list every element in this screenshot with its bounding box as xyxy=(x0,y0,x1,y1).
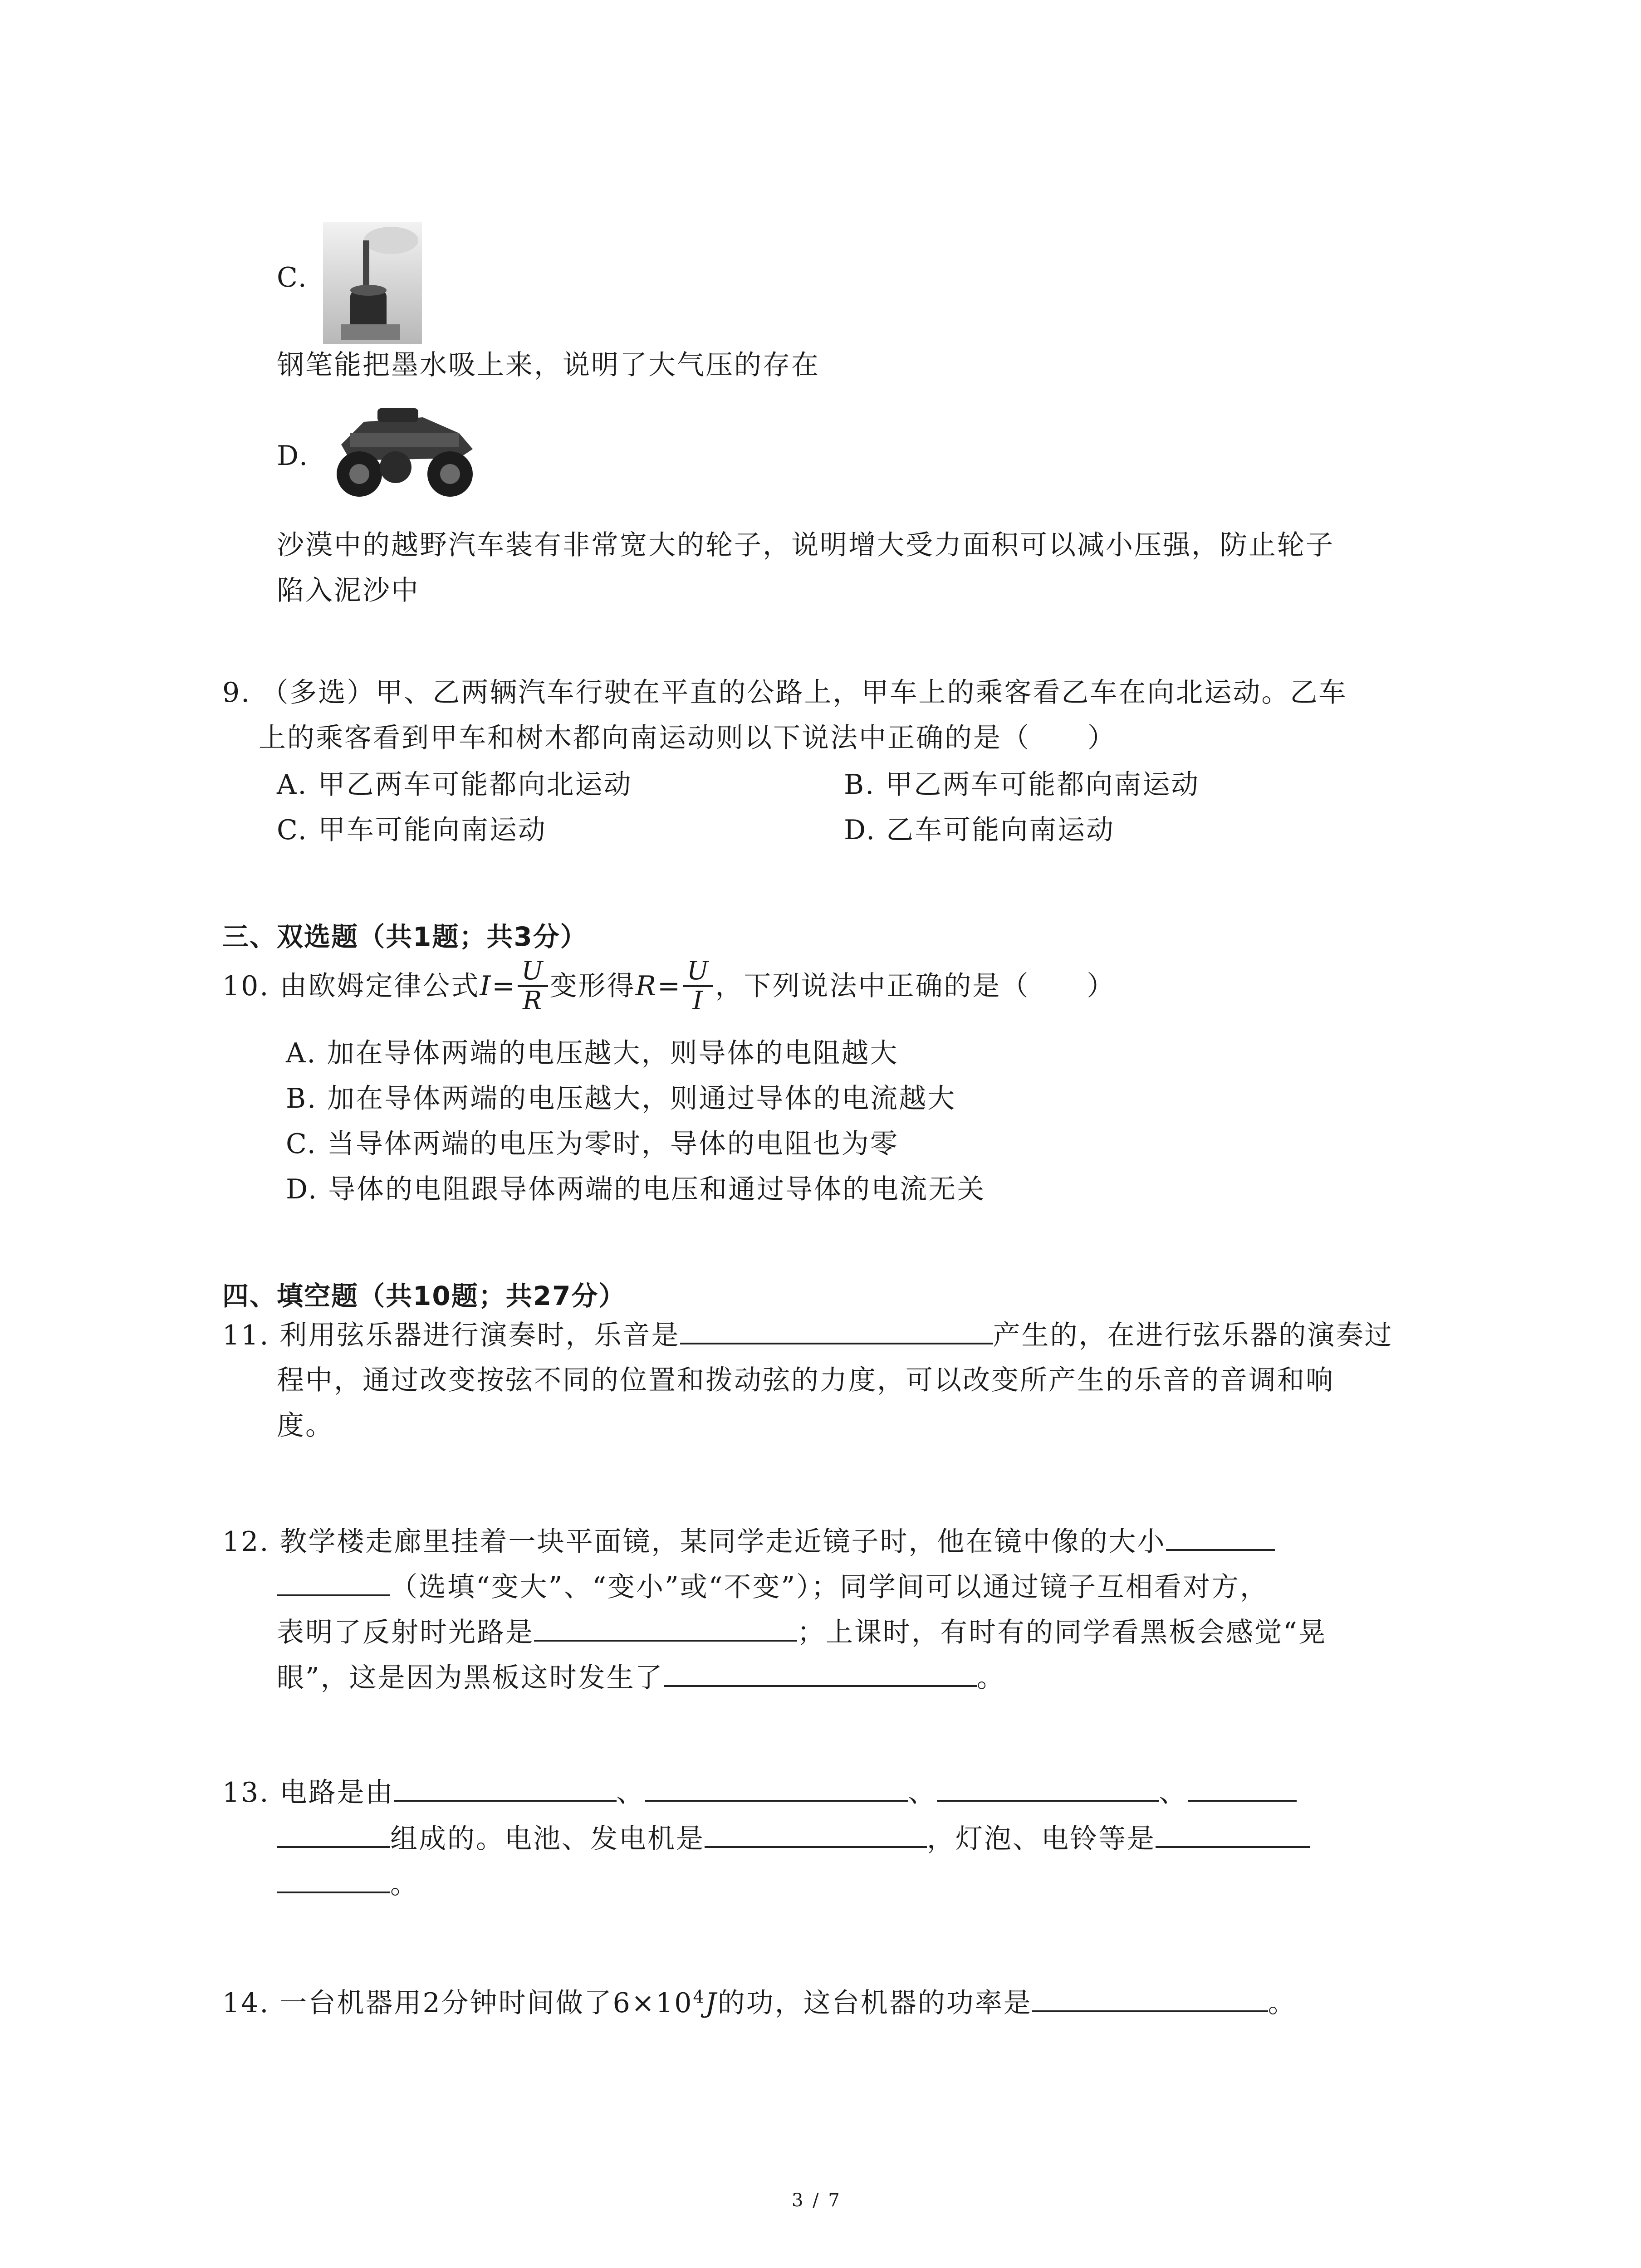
q12-blank-2[interactable] xyxy=(534,1613,797,1642)
q8-option-d-text-1: 沙漠中的越野汽车装有非常宽大的轮子，说明增大受力面积可以减小压强，防止轮子 xyxy=(277,529,1334,561)
q8-option-c-label: C. xyxy=(277,262,308,293)
q12-blank-1b[interactable] xyxy=(277,1567,390,1596)
q9-option-c: C. 甲车可能向南运动 xyxy=(277,814,547,846)
q10-stem xyxy=(222,957,1115,1015)
q13-blank-3[interactable] xyxy=(937,1773,1159,1802)
q13-text-1: 13. 电路是由 xyxy=(222,1777,394,1809)
q10-suffix: ，下列说法中正确的是（ ） xyxy=(715,970,1116,1002)
q13-line-3 xyxy=(277,1864,419,1902)
q10-fraction-u-over-i xyxy=(683,957,713,1015)
page-number: 3 / 7 xyxy=(792,2190,842,2211)
pen-ink-image xyxy=(323,222,422,344)
q12-line-1 xyxy=(222,1522,1275,1560)
q13-blank-5[interactable] xyxy=(705,1819,927,1848)
q13-text-3: 。 xyxy=(390,1868,419,1900)
fraction-numerator: U xyxy=(518,957,548,987)
q9-option-b: B. 甲乙两车可能都向南运动 xyxy=(844,769,1200,801)
q11-text-a: 11. 利用弦乐器进行演奏时，乐音是 xyxy=(222,1320,680,1351)
q14-line xyxy=(222,1979,1297,2021)
q9-option-a: A. 甲乙两车可能都向北运动 xyxy=(277,769,632,801)
q9-option-d: D. 乙车可能向南运动 xyxy=(844,814,1115,846)
q14-blank[interactable] xyxy=(1032,1983,1268,2012)
q12-blank-1a[interactable] xyxy=(1166,1522,1275,1551)
q13-blank-4a[interactable] xyxy=(1188,1773,1297,1802)
q13-blank-6a[interactable] xyxy=(1156,1819,1310,1848)
q13-blank-4b[interactable] xyxy=(277,1819,390,1848)
q10-fraction-u-over-r xyxy=(518,957,548,1015)
q13-blank-6b[interactable] xyxy=(277,1864,390,1893)
atv-vehicle-image xyxy=(323,390,486,501)
q13-text-2b: ，灯泡、电铃等是 xyxy=(927,1823,1156,1855)
q12-line-4 xyxy=(277,1658,1005,1696)
q13-line-2 xyxy=(277,1819,1310,1857)
q9-line-1: 9. （多选）甲、乙两辆汽车行驶在平直的公路上，甲车上的乘客看乙车在向北运动。乙车 xyxy=(222,677,1347,709)
q8-option-d-text-2: 陷入泥沙中 xyxy=(277,575,420,606)
q12-text-1: 12. 教学楼走廊里挂着一块平面镜，某同学走近镜子时，他在镜中像的大小 xyxy=(222,1526,1166,1558)
q12-text-3a: 表明了反射时光路是 xyxy=(277,1617,534,1648)
q13-sep-3: 、 xyxy=(1159,1777,1188,1809)
fraction-denominator: I xyxy=(692,986,704,1016)
q12-line-2 xyxy=(277,1567,1269,1605)
q12-line-3 xyxy=(277,1613,1327,1651)
q11-line-1 xyxy=(222,1315,1393,1354)
q12-text-3b: ；上课时，有时有的同学看黑板会感觉“晃 xyxy=(797,1617,1327,1648)
q10-option-b: B. 加在导体两端的电压越大，则通过导体的电流越大 xyxy=(286,1083,956,1114)
q11-blank-1[interactable] xyxy=(680,1315,993,1344)
q14-text-a: 14. 一台机器用2分钟时间做了6×10 xyxy=(222,1987,693,2019)
fraction-numerator: U xyxy=(683,957,713,987)
section-3-heading: 三、双选题（共1题；共3分） xyxy=(222,921,588,952)
q13-blank-1[interactable] xyxy=(394,1773,617,1802)
q14-exponent: 4 xyxy=(693,1987,705,2007)
q11-text-b: 产生的，在进行弦乐器的演奏过 xyxy=(993,1320,1393,1351)
q11-line-3: 度。 xyxy=(277,1410,334,1442)
q14-text-b: 的功，这台机器的功率是 xyxy=(717,1987,1032,2019)
q13-text-2a: 组成的。电池、发电机是 xyxy=(390,1823,705,1855)
q14-unit: J xyxy=(705,1987,718,2019)
q10-mid: 变形得 xyxy=(549,970,636,1002)
q13-sep-2: 、 xyxy=(908,1777,937,1809)
q10-i-equals: I= xyxy=(480,970,516,1002)
q12-text-4b: 。 xyxy=(976,1662,1005,1694)
q10-option-d: D. 导体的电阻跟导体两端的电压和通过导体的电流无关 xyxy=(286,1173,986,1205)
q12-text-2: （选填“变大”、“变小”或“不变”）；同学间可以通过镜子互相看对方， xyxy=(390,1571,1269,1603)
q13-sep-1: 、 xyxy=(616,1777,645,1809)
q8-option-d-label: D. xyxy=(277,440,309,472)
fraction-denominator: R xyxy=(523,986,544,1016)
q10-option-c: C. 当导体两端的电压为零时，导体的电阻也为零 xyxy=(286,1128,899,1160)
q14-text-c: 。 xyxy=(1268,1987,1297,2019)
q10-prefix: 10. 由欧姆定律公式 xyxy=(222,970,480,1002)
q10-r-equals: R= xyxy=(635,970,682,1002)
q12-blank-3[interactable] xyxy=(664,1658,977,1687)
q12-text-4a: 眼”，这是因为黑板这时发生了 xyxy=(277,1662,664,1694)
q8-option-c-text: 钢笔能把墨水吸上来，说明了大气压的存在 xyxy=(277,349,820,381)
q11-line-2: 程中，通过改变按弦不同的位置和拨动弦的力度，可以改变所产生的乐音的音调和响 xyxy=(277,1364,1334,1396)
section-4-heading: 四、填空题（共10题；共27分） xyxy=(222,1281,626,1311)
q13-blank-2[interactable] xyxy=(645,1773,908,1802)
q13-line-1 xyxy=(222,1773,1297,1811)
q10-option-a: A. 加在导体两端的电压越大，则导体的电阻越大 xyxy=(286,1037,899,1069)
q9-line-2: 上的乘客看到甲车和树木都向南运动则以下说法中正确的是（ ） xyxy=(259,722,1116,754)
